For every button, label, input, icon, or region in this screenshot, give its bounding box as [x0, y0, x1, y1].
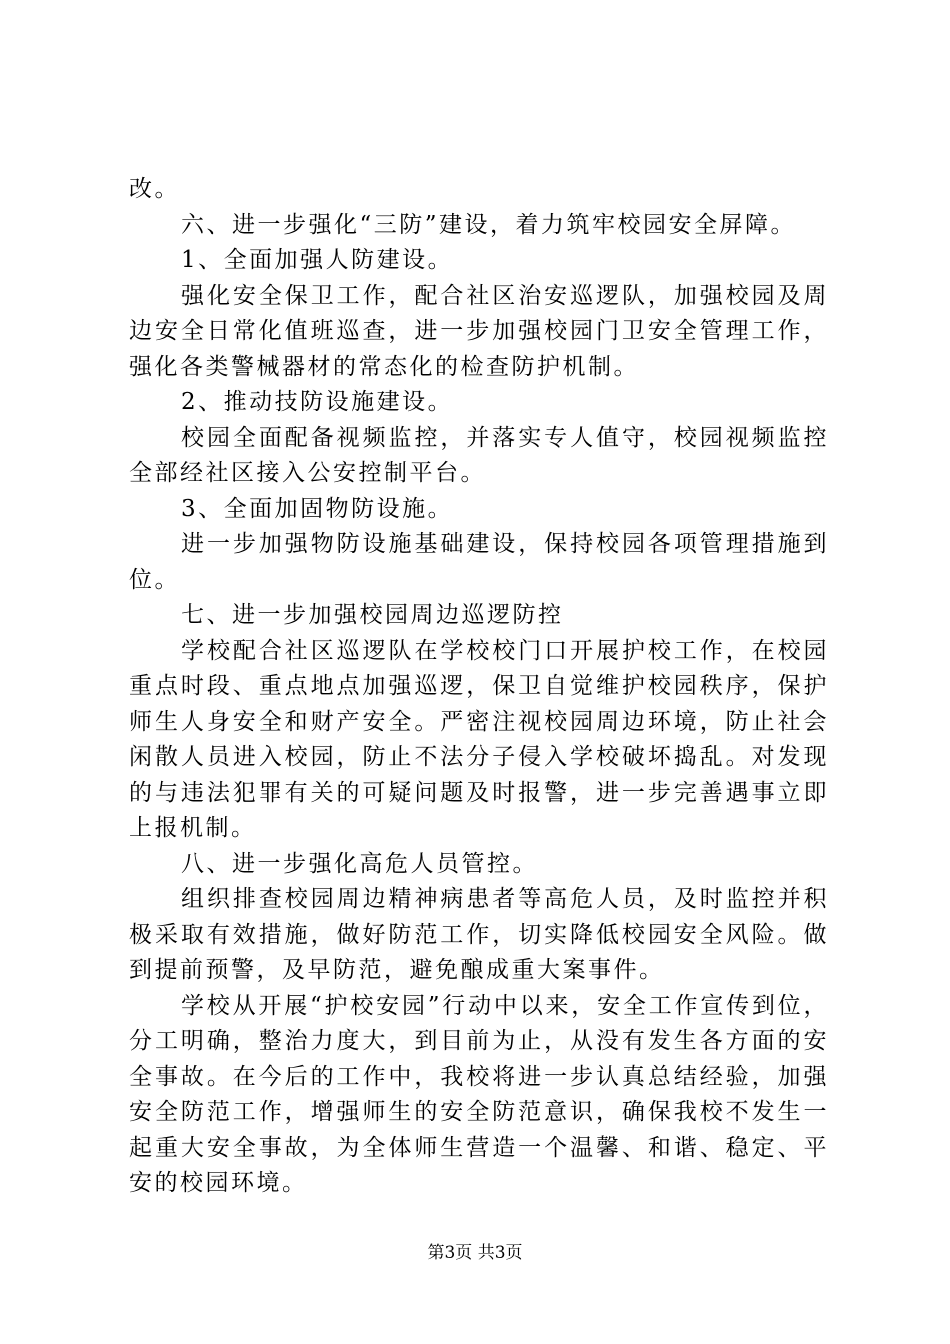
- subsection-heading: 2、推动技防设施建设。: [181, 389, 454, 415]
- paragraph: 改。: [129, 176, 180, 202]
- subsection-heading: 1、全面加强人防建设。: [181, 247, 454, 273]
- section-heading: 七、进一步加强校园周边巡逻防控: [181, 602, 564, 628]
- paragraph: 组织排查校园周边精神病患者等高危人员，及时监控并积极采取有效措施，做好防范工作，切实降低校园安全风险。做到提前预警，及早防范，避免酿成重大案事件。: [129, 886, 829, 983]
- paragraph: 强化安全保卫工作，配合社区治安巡逻队，加强校园及周边安全日常化值班巡查，进一步加强校园门卫安全管理工作，强化各类警械器材的常态化的检查防护机制。: [129, 282, 829, 380]
- page-number: 第3页 共3页: [427, 1243, 523, 1263]
- paragraph: 进一步加强物防设施基础建设，保持校园各项管理措施到位。: [129, 531, 829, 593]
- subsection-heading: 3、全面加固物防设施。: [181, 495, 454, 522]
- section-heading: 八、进一步强化高危人员管控。: [181, 850, 538, 877]
- paragraph: 学校配合社区巡逻队在学校校门口开展护校工作，在校园重点时段、重点地点加强巡逻，保卫自觉维护校园秩序，保护师生人身安全和财产安全。严密注视校园周边环境，防止社会闲散人员进入校园，防止不法分子侵入学校破坏捣乱。对发现的与违法犯罪有关的可疑问题及时报警，进一步完善遇事立即上报机制。: [129, 637, 829, 841]
- section-heading: 六、进一步强化“三防”建设，着力筑牢校园安全屏障。: [181, 211, 797, 238]
- paragraph: 校园全面配备视频监控，并落实专人值守，校园视频监控全部经社区接入公安控制平台。: [129, 424, 829, 486]
- page-footer: [0, 1242, 950, 1264]
- document-body: [129, 172, 829, 1202]
- closing-paragraph: 学校从开展“护校安园”行动中以来，安全工作宣传到位，分工明确，整治力度大，到目前为止，从没有发生各方面的安全事故。在今后的工作中，我校将进一步认真总结经验，加强安全防范工作，增强师生的安全防范意识，确保我校不发生一起重大安全事故，为全体师生营造一个温馨、和谐、稳定、平安的校园环境。: [129, 992, 829, 1196]
